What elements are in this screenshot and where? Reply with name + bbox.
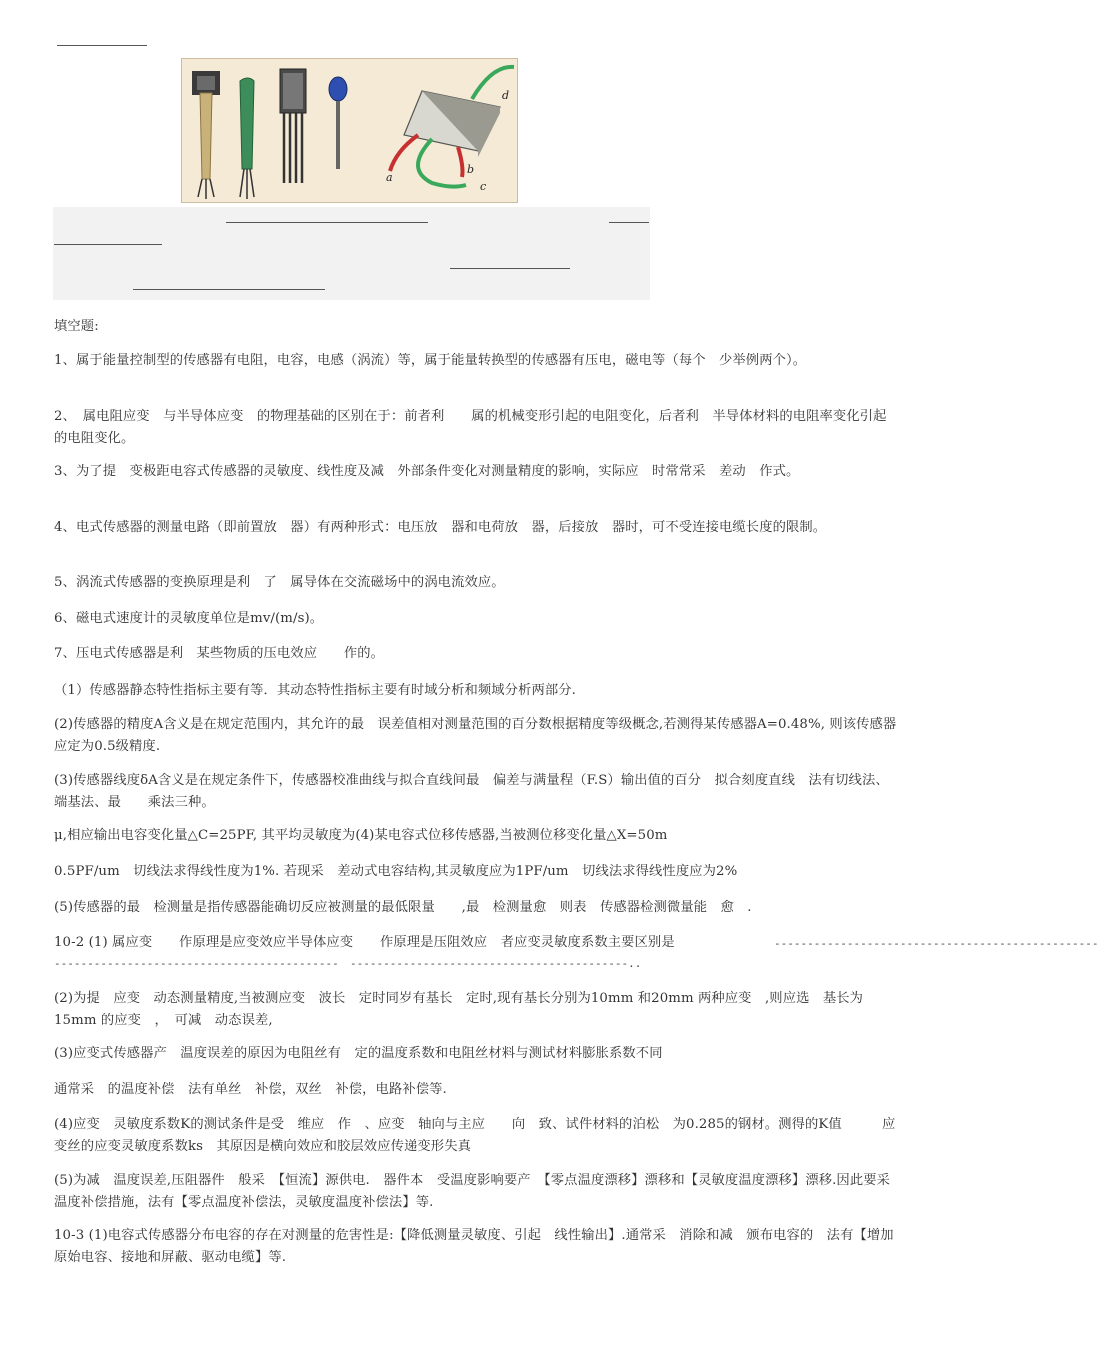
- sensor-figure: [181, 58, 518, 203]
- label-d: d: [502, 89, 510, 102]
- sensor-4-stem: [336, 101, 340, 169]
- list-item: 6、磁电式速度计的灵敏度单位是mv/(m/s)。: [54, 611, 324, 626]
- blank-rule-5: [133, 289, 325, 290]
- list-item: (3)传感器线度δA含义是在规定条件下，传感器校准曲线与拟合直线间最 偏差与满量程（F.S）输出值的百分 拟合刻度直线 法有切线法、端基法、最 乘法三种。: [54, 773, 889, 810]
- blank-rule-1: [226, 222, 428, 223]
- list-item: 1、属于能量控制型的传感器有电阻，电容，电感（涡流）等，属于能量转换型的传感器有压电，磁电等（每个 少举例两个）。: [54, 353, 807, 368]
- sensor-5-wire-red-right: [458, 147, 463, 177]
- blank-rule-4: [450, 268, 570, 269]
- dash-line-2b: ------------------------------------------..: [350, 957, 642, 970]
- blank-rule-2: [609, 222, 649, 223]
- section-title: 填空题:: [54, 319, 99, 334]
- list-item: 通常采 的温度补偿 法有单丝 补偿，双丝 补偿，电路补偿等.: [54, 1082, 447, 1097]
- list-item: (5)传感器的最 检测量是指传感器能确切反应被测量的最低限量 ,最 检测量愈 则表 传感器检测微量能 愈 .: [54, 900, 752, 915]
- list-item: 4、电式传感器的测量电路（即前置放 器）有两种形式：电压放 器和电荷放 器，后接放 器时，可不受连接电缆长度的限制。: [54, 520, 827, 535]
- list-item: 10-2 (1) 属应变 作原理是应变效应半导体应变 作原理是压阻效应 者应变灵敏度系数主要区别是: [54, 935, 675, 950]
- label-c: c: [480, 180, 487, 193]
- dash-line-2a: -------------------------------------------: [54, 957, 339, 970]
- label-b: b: [467, 163, 475, 176]
- list-item: 10-3 (1)电容式传感器分布电容的存在对测量的危害性是:【降低测量灵敏度、引起 线性输出】.通常采 消除和减 颁布电容的 法有【增加原始电容、接地和屏蔽、驱动电缆】等.: [54, 1228, 894, 1265]
- list-item: (2)为提 应变 动态测量精度,当被测应变 波长 定时同岁有基长 定时,现有基长分别为10mm 和20mm 两种应变 ,则应选 基长为15mm 的应变 ， 可减 动态误差,: [54, 991, 864, 1028]
- blank-rule-3: [54, 244, 162, 245]
- list-item: 5、涡流式传感器的变换原理是利 了 属导体在交流磁场中的涡电流效应。: [54, 575, 505, 590]
- list-item: 2、 属电阻应变 与半导体应变 的物理基础的区别在于：前者利 属的机械变形引起的电阻变化，后者利 半导体材料的电阻率变化引起的电阻变化。: [54, 409, 887, 446]
- sensor-1-stem: [200, 93, 212, 179]
- sensor-4-head: [329, 77, 347, 101]
- dash-line-1: -------------------------------------------------: [774, 937, 1099, 950]
- top-rule: [57, 45, 147, 46]
- list-item: 0.5PF/um 切线法求得线性度为1%. 若现采 差动式电容结构,其灵敏度应为1PF/um 切线法求得线性度应为2%: [54, 864, 738, 879]
- list-item: μ,相应输出电容变化量△C=25PF, 其平均灵敏度为(4)某电容式位移传感器,当被测位移变化量△X=50m: [54, 828, 668, 843]
- label-a: a: [386, 171, 393, 184]
- list-item: (4)应变 灵敏度系数K的测试条件是受 维应 作 、应变 轴向与主应 向 致、试件材料的泊松 为0.285的钢材。测得的K值 应变丝的应变灵敏度系数ks 其原因是横向效应和胶层效应传递变形失真: [54, 1117, 896, 1154]
- sensor-5-wire-red-left: [390, 135, 418, 171]
- list-item: 3、为了提 变极距电容式传感器的灵敏度、线性度及减 外部条件变化对测量精度的影响，实际应 时常常采 差动 作式。: [54, 464, 800, 479]
- fill-in-band: [53, 207, 650, 300]
- list-item: (2)传感器的精度A含义是在规定范围内，其允许的最 误差值相对测量范围的百分数根据精度等级概念,若测得某传感器A=0.48%, 则该传感器应定为0.5级精度.: [54, 717, 897, 754]
- list-item: 7、压电式传感器是利 某些物质的压电效应 作的。: [54, 646, 385, 661]
- sensor-2-body: [240, 78, 254, 169]
- sensor-illustration: [182, 59, 517, 202]
- list-item: （1）传感器静态特性指标主要有等．其动态特性指标主要有时域分析和频域分析两部分.: [54, 683, 576, 698]
- list-item: (3)应变式传感器产 温度误差的原因为电阻丝有 定的温度系数和电阻丝材料与测试材料膨胀系数不同: [54, 1046, 663, 1061]
- list-item: (5)为减 温度误差,压阻器件 般采 【恒流】源供电. 器件本 受温度影响要产 【零点温度漂移】漂移和【灵敏度温度漂移】漂移.因此要采 温度补偿措施，法有【零点温度补偿法，灵敏度温度补偿法】等.: [54, 1173, 904, 1210]
